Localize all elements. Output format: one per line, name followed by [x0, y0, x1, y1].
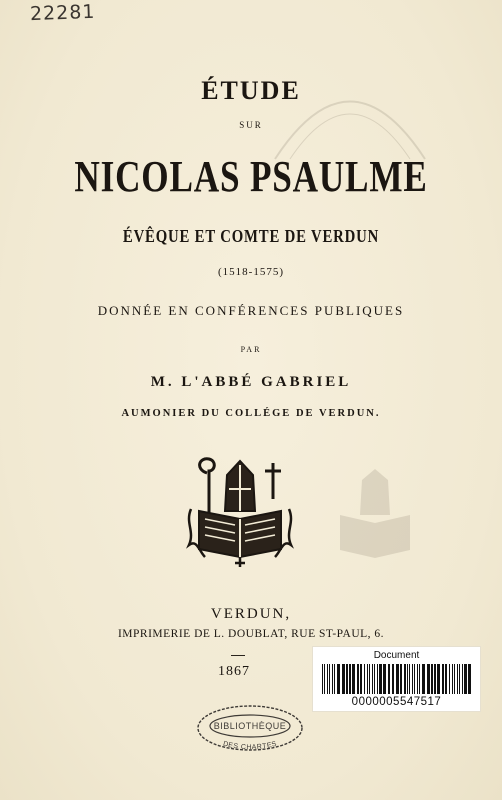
barcode-bar: [379, 664, 382, 694]
barcode-bar: [462, 664, 463, 694]
stamp-bottom-text-wrap: [222, 741, 278, 752]
barcode-bar: [427, 664, 430, 694]
barcode-bar: [329, 664, 330, 694]
barcode-bar: [457, 664, 458, 694]
barcode-bar: [437, 664, 440, 694]
barcode-bar: [459, 664, 460, 694]
barcode-bar: [352, 664, 355, 694]
barcode-bar: [414, 664, 415, 694]
barcode-number: 0000005547517: [351, 696, 442, 708]
subject-role: ÉVÊQUE ET COMTE DE VERDUN: [122, 226, 380, 246]
bleed-through-device: [330, 465, 420, 565]
barcode-bar: [388, 664, 390, 694]
barcode-bar: [392, 664, 394, 694]
library-stamp: [190, 700, 310, 755]
barcode-bar: [412, 664, 413, 694]
barcode-bar: [417, 664, 418, 694]
subject-years: (1518-1575): [218, 266, 284, 278]
barcode-bar: [337, 664, 340, 694]
barcode-bar: [431, 664, 433, 694]
stamp-bottom-text: DES CHARTES: [222, 740, 278, 752]
barcode-bar: [422, 664, 425, 694]
barcode-bar: [349, 664, 351, 694]
barcode-bar: [334, 664, 335, 694]
barcode-bar: [434, 664, 436, 694]
subject-name: NICOLAS PSAULME: [74, 152, 428, 201]
imprint-year: 1867: [218, 664, 250, 679]
imprint-divider: [231, 655, 245, 656]
barcode-heading: Document: [373, 650, 420, 661]
barcode-bar: [327, 664, 328, 694]
barcode-bar: [360, 664, 362, 694]
barcode-bar: [364, 664, 365, 694]
barcode-bar: [419, 664, 420, 694]
title-sur: SUR: [239, 120, 263, 130]
barcode-bars: [322, 664, 471, 694]
subtitle-given: DONNÉE EN CONFÉRENCES PUBLIQUES: [97, 303, 405, 318]
barcode-bar: [452, 664, 453, 694]
barcode-bar: [445, 664, 447, 694]
printers-device-emblem: [185, 453, 295, 571]
barcode-bar: [377, 664, 378, 694]
by-line: PAR: [240, 345, 262, 354]
barcode-label: [313, 647, 480, 711]
barcode-bar: [342, 664, 345, 694]
handwritten-shelfmark: 22281: [29, 0, 96, 26]
barcode-bar: [357, 664, 359, 694]
barcode-bar: [400, 664, 402, 694]
author-post: AUMONIER DU COLLÉGE DE VERDUN.: [121, 408, 381, 419]
barcode-bar: [409, 664, 410, 694]
barcode-bar: [404, 664, 406, 694]
barcode-bar: [468, 664, 471, 694]
barcode-bar: [346, 664, 348, 694]
imprint-printer: IMPRIMERIE DE L. DOUBLAT, RUE ST-PAUL, 6.: [117, 628, 385, 640]
barcode-bar: [383, 664, 386, 694]
barcode-bar: [369, 664, 370, 694]
barcode-bar: [374, 664, 375, 694]
imprint-city: VERDUN,: [210, 606, 292, 622]
stamp-top-text: BIBLIOTHÈQUE: [213, 721, 287, 731]
title-line: ÉTUDE: [201, 76, 301, 105]
barcode-bar: [332, 664, 333, 694]
barcode-bar: [407, 664, 408, 694]
barcode-bar: [396, 664, 399, 694]
barcode-bar: [449, 664, 450, 694]
barcode-bar: [367, 664, 368, 694]
barcode-bar: [454, 664, 455, 694]
barcode-bar: [442, 664, 444, 694]
barcode-bar: [464, 664, 467, 694]
author-name: M. L'ABBÉ GABRIEL: [150, 374, 352, 390]
barcode-bar: [322, 664, 323, 694]
barcode-bar: [372, 664, 373, 694]
barcode-bar: [324, 664, 325, 694]
